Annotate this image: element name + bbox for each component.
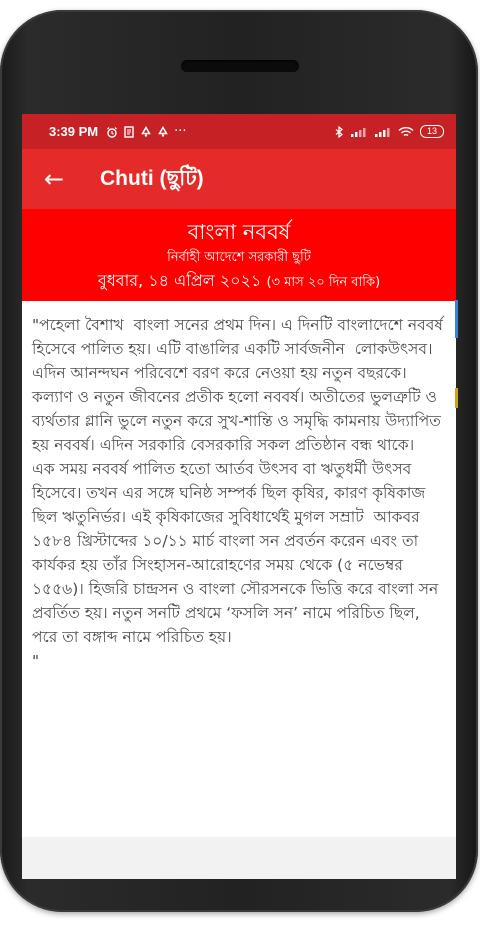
wifi-icon	[398, 126, 414, 138]
document-icon	[123, 126, 135, 138]
edge-highlight	[455, 300, 458, 338]
bottom-area	[22, 837, 456, 879]
holiday-date-line	[22, 269, 456, 295]
system-icons	[335, 125, 444, 138]
phone-frame	[0, 10, 478, 912]
days-remaining: (৩ মাস ২০ দিন বাকি)	[266, 275, 381, 290]
recycle-icon	[140, 126, 152, 138]
alarm-icon	[106, 126, 118, 138]
screen	[22, 114, 456, 879]
status-time: 3:39 PM	[49, 124, 99, 139]
holiday-title: বাংলা নববর্ষ	[187, 220, 291, 244]
more-notifications-icon: ···	[174, 124, 187, 139]
edge-highlight	[455, 388, 458, 408]
app-title: Chuti (ছুটি)	[100, 166, 204, 190]
recycle-icon	[157, 126, 169, 138]
earpiece-speaker	[181, 60, 299, 72]
status-bar	[22, 114, 456, 149]
signal-icon	[350, 126, 368, 138]
bluetooth-icon	[335, 126, 344, 138]
holiday-date: বুধবার, ১৪ এপ্রিল ২০২১	[97, 271, 262, 290]
app-bar	[22, 149, 456, 209]
holiday-subtitle: নির্বাহী আদেশে সরকারী ছুটি	[167, 250, 311, 265]
holiday-banner	[22, 209, 456, 301]
signal-icon	[374, 126, 392, 138]
holiday-description: "পহেলা বৈশাখ বাংলা সনের প্রথম দিন। এ দিনটি বাংলাদেশে নববর্ষ হিসেবে পালিত হয়। এটি বাঙালির একটি সার্বজনীন লোকউৎসব। এদিন আনন্দঘন পরিবেশে বরণ করে নেওয়া হয় নতুন বছরকে। কল্যাণ ও নতুন জীবনের প্রতীক হলো নববর্ষ। অতীতের ভুলত্রুটি ও ব্যর্থতার গ্লানি ভুলে নতুন করে সুখ-শান্তি ও সমৃদ্ধি কামনায় উদ্যাপিত হয় নববর্ষ। এদিন সরকারি বেসরকারি সকল প্রতিষ্ঠান বন্ধ থাকে। এক সময় নববর্ষ পালিত হতো আর্তব উৎসব বা ঋতুধর্মী উৎসব হিসেবে। তখন এর সঙ্গে ঘনিষ্ঠ সম্পর্ক ছিল কৃষির, কারণ কৃষিকাজ ছিল ঋতুনির্ভর। এই কৃষিকাজের সুবিধার্থেই মুগল সম্রাট আকবর ১৫৮৪ খ্রিস্টাব্দের ১০/১১ মার্চ বাংলা সন প্রবর্তন করেন এবং তা কার্যকর হয় তাঁর সিংহাসন-আরোহণের সময় থেকে (৫ নভেম্বর ১৫৫৬)। হিজরি চান্দ্রসন ও বাংলা সৌরসনকে ভিত্তি করে বাংলা সন প্রবর্তিত হয়। নতুন সনটি প্রথমে ‘ফসলি সন’ নামে পরিচিত ছিল, পরে তা বঙ্গাব্দ নামে পরিচিত হয়। "	[32, 316, 443, 670]
back-arrow-icon[interactable]: ←	[44, 165, 65, 193]
notification-icons	[106, 124, 186, 139]
battery-indicator: 13	[420, 125, 444, 138]
